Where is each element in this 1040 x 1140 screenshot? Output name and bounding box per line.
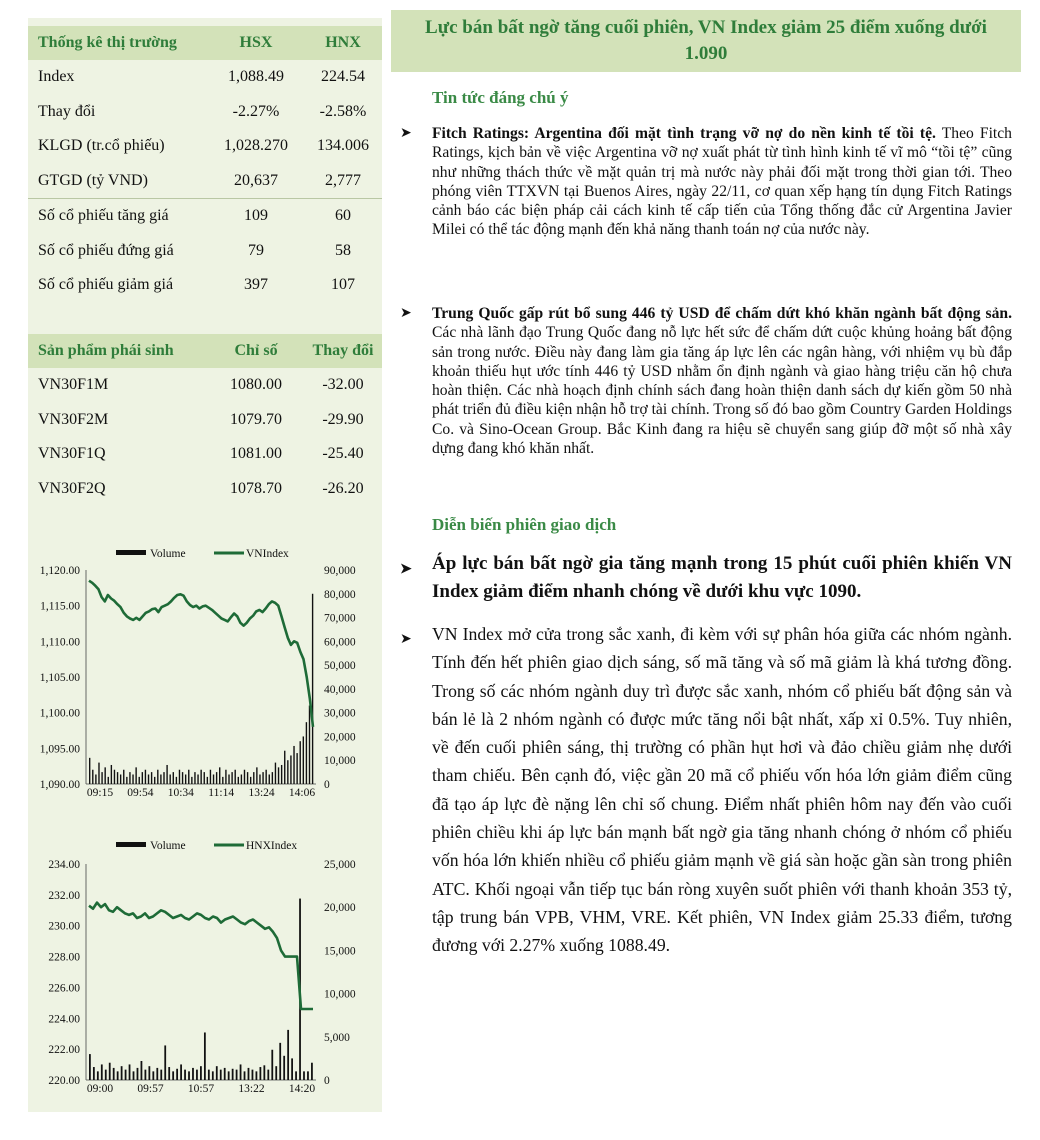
news-body: Các nhà lãnh đạo Trung Quốc đang nỗ lực hết sức để chấm dứt cuộc khủng hoảng bất động sản trong nước. Điều này đang làm gia tăng áp lực lên các ngân hàng, với nhiệm vụ bù đắp khoản thiếu hụt ước tính 446 tỷ USD nhằm ổn định ngành và giao hàng triệu căn hộ chưa hoàn thiện. Các nhà hoạch định chính sách đang hoàn thiện danh sách dự kiến gồm 50 nhà phát triển đủ điều kiện nhận hỗ trợ tài chính. Trong số đó bao gồm Country Garden Holdings Co. và Sino-Ocean Group. Bắc Kinh đang ra hiệu sẽ chuyển sang giúp đỡ một số nhà xây dựng đang khó khăn nhất.: [432, 324, 1012, 458]
hnx-value: 60: [335, 207, 351, 225]
volume-bar: [241, 774, 242, 784]
market-stats-header-hsx: HSX: [239, 34, 273, 51]
news-body: Theo Fitch Ratings, kịch bản về việc Argentina vỡ nợ xuất phát từ tình hình kinh tế vĩ mô “tồi tệ” cũng như những thách thức về mặt quản trị mà nước này phải đối mặt trong thời gian tới. Theo phóng viên TTXVN tại Buenos Aires, ngày 22/11, cơ quan xếp hạng tín dụng Fitch Ratings cảnh báo các biện pháp cải cách kinh tế cấp tiến của Tổng thống đắc cử Argentina Javier Milei có thể tác động mạnh đến khả năng thanh toán nợ của nước này.: [432, 125, 1012, 239]
derivatives-header-change: Thay đổi: [312, 342, 374, 359]
volume-bar: [154, 777, 155, 784]
volume-bar: [212, 1071, 214, 1080]
volume-bar: [247, 772, 248, 784]
volume-bar: [148, 774, 149, 784]
x-tick-label: 09:00: [86, 1083, 114, 1095]
volume-bar: [235, 770, 236, 784]
market-stats-header: [28, 26, 382, 60]
volume-bar: [101, 1064, 103, 1080]
volume-bar: [176, 777, 177, 784]
volume-bar: [240, 1064, 242, 1080]
x-tick-label: 13:24: [248, 787, 275, 798]
legend-index-label: VNIndex: [246, 548, 289, 560]
volume-bar: [176, 1069, 178, 1080]
y-right-tick-label: 40,000: [324, 683, 356, 696]
volume-bar: [163, 772, 164, 784]
news-section-title: Tin tức đáng chú ý: [432, 88, 569, 107]
y-left-tick-label: 1,105.00: [39, 672, 80, 684]
volume-bar: [129, 1064, 131, 1080]
y-right-tick-label: 60,000: [324, 636, 356, 649]
hnx-value: 107: [331, 276, 355, 294]
volume-bar: [168, 1067, 170, 1080]
session-headline: Áp lực bán bất ngờ gia tăng mạnh trong 15 phút cuối phiên khiến VN Index giảm điểm nhanh chóng về dưới khu vực 1090.: [432, 553, 1012, 602]
news-item-text: [432, 124, 1012, 240]
volume-bar: [228, 774, 229, 784]
volume-bar: [278, 767, 279, 784]
row-label: Thay đổi: [38, 102, 96, 120]
legend-volume-label: Volume: [150, 840, 186, 852]
y-right-tick-label: 90,000: [324, 565, 356, 577]
contract-change: -25.40: [322, 445, 364, 463]
volume-bar: [232, 1069, 234, 1080]
table-row: [28, 437, 382, 472]
contract-change: -26.20: [322, 479, 364, 497]
volume-bar: [309, 706, 310, 784]
volume-bar: [145, 1070, 147, 1080]
y-right-tick-label: 15,000: [324, 945, 356, 958]
volume-bar: [259, 774, 260, 784]
hnx-value: 224.54: [321, 68, 365, 86]
volume-bar: [117, 772, 118, 784]
hsx-value: 20,637: [234, 171, 278, 189]
contract-name: VN30F1Q: [38, 445, 106, 463]
vnindex-line: [89, 581, 313, 727]
volume-bar: [132, 774, 133, 784]
article-title: Lực bán bất ngờ tăng cuối phiên, VN Index giảm 25 điểm xuống dưới 1.090: [391, 10, 1021, 72]
volume-bar: [220, 1070, 222, 1080]
volume-bar: [145, 770, 146, 784]
volume-bar: [113, 1068, 115, 1080]
news-item: [400, 124, 1012, 240]
row-label: Số cổ phiếu đứng giá: [38, 241, 174, 259]
hnx-value: 134.006: [317, 137, 369, 155]
table-row: [28, 368, 382, 403]
volume-bar: [197, 774, 198, 784]
y-left-tick-label: 222.00: [48, 1044, 80, 1057]
volume-bar: [213, 774, 214, 784]
contract-name: VN30F1M: [38, 376, 109, 394]
hsx-value: 397: [244, 276, 268, 294]
volume-bar: [98, 763, 99, 784]
volume-bar: [133, 1071, 135, 1080]
table-row: [28, 234, 382, 269]
legend-volume-label: Volume: [150, 548, 186, 560]
volume-bar: [164, 1045, 166, 1080]
legend-volume-swatch: [116, 842, 146, 847]
volume-bar: [267, 1070, 269, 1080]
y-left-tick-label: 1,110.00: [40, 636, 80, 649]
volume-bar: [306, 722, 307, 784]
volume-bar: [89, 758, 90, 784]
volume-bar: [188, 1071, 190, 1080]
volume-bar: [208, 1070, 210, 1080]
x-tick-label: 14:06: [288, 787, 316, 798]
volume-bar: [296, 753, 297, 784]
y-left-tick-label: 1,115.00: [40, 600, 80, 613]
contract-price: 1078.70: [230, 479, 282, 497]
volume-bar: [185, 774, 186, 784]
y-left-tick-label: 1,095.00: [39, 743, 80, 756]
volume-bar: [184, 1070, 186, 1080]
volume-bar: [111, 765, 112, 784]
volume-bar: [93, 1067, 95, 1080]
volume-bar: [157, 770, 158, 784]
volume-bar: [141, 1061, 143, 1080]
volume-bar: [307, 1071, 309, 1080]
volume-bar: [265, 770, 266, 784]
contract-name: VN30F2Q: [38, 479, 106, 497]
volume-bar: [123, 770, 124, 784]
news-item: [400, 304, 1012, 458]
y-right-tick-label: 0: [324, 779, 330, 791]
row-label: KLGD (tr.cổ phiếu): [38, 137, 165, 155]
volume-bar: [281, 765, 282, 784]
y-left-tick-label: 1,100.00: [39, 707, 80, 720]
volume-bar: [222, 777, 223, 784]
y-right-tick-label: 50,000: [324, 660, 356, 673]
contract-change: -29.90: [322, 410, 364, 428]
volume-bar: [228, 1071, 230, 1080]
market-stats-header-hnx: HNX: [325, 34, 361, 51]
volume-bar: [160, 774, 161, 784]
volume-bar: [250, 777, 251, 784]
volume-bar: [139, 777, 140, 784]
volume-bar: [272, 772, 273, 784]
volume-bar: [196, 1070, 198, 1080]
table-row: [28, 60, 382, 95]
hnx-value: -2.58%: [319, 102, 367, 120]
arrow-bullet-icon: ➤: [400, 306, 412, 321]
volume-bar: [224, 1068, 226, 1080]
volume-bar: [182, 772, 183, 784]
volume-bar: [169, 774, 170, 784]
y-left-tick-label: 232.00: [48, 889, 80, 902]
row-label: GTGD (tỷ VND): [38, 171, 148, 189]
volume-bar: [216, 1066, 218, 1080]
volume-bar: [279, 1043, 281, 1080]
y-right-tick-label: 70,000: [324, 612, 356, 625]
volume-bar: [160, 1070, 162, 1080]
x-tick-label: 14:20: [288, 1083, 316, 1095]
y-left-tick-label: 1,120.00: [39, 565, 80, 577]
table-row: [28, 129, 382, 164]
volume-bar: [312, 594, 313, 784]
volume-bar: [126, 777, 127, 784]
derivatives-header-index: Chỉ số: [234, 342, 278, 359]
table-row: [28, 472, 382, 507]
volume-bar: [180, 1064, 182, 1080]
volume-bar: [263, 1065, 265, 1080]
hnxindex-chart: [28, 816, 382, 1096]
arrow-bullet-icon: ➤: [400, 562, 412, 577]
volume-bar: [252, 1070, 254, 1080]
x-tick-label: 13:22: [238, 1083, 265, 1095]
volume-bar: [256, 767, 257, 784]
volume-bar: [191, 777, 192, 784]
volume-bar: [236, 1070, 238, 1080]
volume-bar: [271, 1050, 273, 1080]
hsx-value: 109: [244, 207, 268, 225]
volume-bar: [114, 770, 115, 784]
volume-bar: [120, 774, 121, 784]
vnindex-chart-svg: [28, 540, 382, 798]
row-label: Index: [38, 68, 75, 86]
volume-bar: [259, 1067, 261, 1080]
volume-bar: [117, 1071, 119, 1080]
volume-bar: [248, 1068, 250, 1080]
table-row: [28, 268, 382, 303]
y-left-tick-label: 234.00: [48, 859, 80, 871]
x-tick-label: 10:57: [187, 1083, 215, 1095]
volume-bar: [262, 772, 263, 784]
volume-bar: [156, 1068, 158, 1080]
volume-bar: [135, 767, 136, 784]
legend-volume-swatch: [116, 550, 146, 555]
market-stats-table: [28, 26, 382, 303]
volume-bar: [287, 1030, 289, 1080]
row-label: Số cổ phiếu tăng giá: [38, 207, 169, 225]
contract-price: 1080.00: [230, 376, 282, 394]
hsx-value: -2.27%: [232, 102, 280, 120]
volume-bar: [97, 1071, 99, 1080]
y-right-tick-label: 10,000: [324, 988, 356, 1001]
market-stats-header-label: Thống kê thị trường: [38, 34, 177, 51]
volume-bar: [148, 1066, 150, 1080]
y-left-tick-label: 220.00: [48, 1075, 80, 1087]
arrow-bullet-icon: ➤: [400, 632, 412, 647]
volume-bar: [172, 1071, 174, 1080]
volume-bar: [216, 772, 217, 784]
x-tick-label: 10:34: [167, 787, 194, 798]
table-row: [28, 403, 382, 438]
derivatives-header-label: Sản phẩm phái sinh: [38, 342, 174, 359]
volume-bar: [194, 772, 195, 784]
vnindex-chart: [28, 540, 382, 798]
volume-bar: [173, 772, 174, 784]
session-body: VN Index mở cửa trong sắc xanh, đi kèm với sự phân hóa giữa các nhóm ngành. Tính đến hết phiên giao dịch sáng, số mã tăng và số mã giảm là khá tương đồng. Trong số các nhóm ngành duy trì được sắc xanh, nhóm cổ phiếu bất động sản và bán lẻ là 2 nhóm ngành có được mức tăng nổi bật nhất, xấp xỉ 0.5%. Tuy nhiên, về đến cuối phiên sáng, thị trường có phần hụt hơi và đảo chiều giảm nhẹ dưới tham chiếu. Bên cạnh đó, việc gần 20 mã cổ phiếu vốn hóa lớn giảm điểm cũng đã tạo áp lực đè nặng lên chỉ số chung. Điểm nhất phiên hôm nay đến vào cuối phiên chiều khi áp lực bán mạnh bất ngờ gia tăng nhanh chóng ở nhóm cổ phiếu vốn hóa lớn khiến nhiều cổ phiếu giảm mạnh về giá sàn hoặc gần sàn trong phiên ATC. Khối ngoại vẫn tiếp tục bán ròng xuyên suốt phiên với thanh khoản 353 tỷ, tập trung bán VPB, VHM, VRE. Kết phiên, VN Index giảm 25.33 điểm, tương đương với 2.27% xuống 1088.49.: [432, 624, 1012, 956]
volume-bar: [129, 772, 130, 784]
hsx-value: 1,028.270: [224, 137, 288, 155]
session-headline-item: [400, 550, 1012, 606]
contract-price: 1081.00: [230, 445, 282, 463]
table-row: [28, 95, 382, 130]
x-tick-label: 09:57: [137, 1083, 164, 1095]
y-right-tick-label: 0: [324, 1075, 330, 1087]
volume-bar: [303, 1071, 305, 1080]
derivatives-header: [28, 334, 382, 368]
volume-bar: [284, 751, 285, 784]
hnx-value: 2,777: [325, 171, 361, 189]
volume-bar: [293, 746, 294, 784]
volume-bar: [287, 760, 288, 784]
session-section-title: Diễn biến phiên giao dịch: [432, 515, 617, 534]
contract-price: 1079.70: [230, 410, 282, 428]
volume-bar: [231, 772, 232, 784]
volume-bar: [104, 767, 105, 784]
volume-bar: [179, 770, 180, 784]
volume-bar: [92, 770, 93, 784]
volume-bar: [219, 767, 220, 784]
volume-bar: [283, 1056, 285, 1080]
volume-bar: [166, 765, 167, 784]
news-headline: Fitch Ratings: Argentina đối mặt tình trạng vỡ nợ do nền kinh tế tồi tệ.: [432, 125, 936, 142]
volume-bar: [275, 1066, 277, 1080]
volume-bar: [200, 770, 201, 784]
volume-bar: [311, 1063, 313, 1080]
arrow-bullet-icon: ➤: [400, 126, 412, 141]
volume-bar: [95, 774, 96, 784]
x-tick-label: 09:15: [86, 787, 114, 798]
y-left-tick-label: 1,090.00: [39, 779, 80, 791]
table-row: [28, 198, 382, 234]
volume-bar: [142, 772, 143, 784]
y-right-tick-label: 80,000: [324, 588, 356, 601]
volume-bar: [225, 770, 226, 784]
volume-bar: [192, 1068, 194, 1080]
y-left-tick-label: 228.00: [48, 951, 80, 964]
volume-bar: [207, 777, 208, 784]
volume-bar: [188, 770, 189, 784]
volume-bar: [109, 1063, 111, 1080]
hsx-value: 79: [248, 241, 264, 259]
volume-bar: [151, 772, 152, 784]
row-label: Số cổ phiếu giảm giá: [38, 276, 174, 294]
volume-bar: [105, 1070, 107, 1080]
y-right-tick-label: 10,000: [324, 755, 356, 768]
volume-bar: [89, 1054, 91, 1080]
volume-bar: [244, 770, 245, 784]
y-right-tick-label: 5,000: [324, 1031, 350, 1044]
legend-index-label: HNXIndex: [246, 840, 298, 852]
volume-bar: [121, 1066, 123, 1080]
y-left-tick-label: 224.00: [48, 1013, 80, 1026]
volume-bar: [238, 777, 239, 784]
hsx-value: 1,088.49: [228, 68, 284, 86]
volume-bar: [253, 772, 254, 784]
volume-bar: [275, 763, 276, 784]
volume-bar: [244, 1071, 246, 1080]
volume-bar: [291, 1058, 293, 1080]
hnx-value: 58: [335, 241, 351, 259]
volume-bar: [125, 1070, 127, 1080]
contract-name: VN30F2M: [38, 410, 109, 428]
volume-bar: [256, 1071, 258, 1080]
volume-bar: [152, 1071, 154, 1080]
volume-bar: [204, 1032, 206, 1080]
volume-bar: [108, 777, 109, 784]
y-right-tick-label: 20,000: [324, 731, 356, 744]
volume-bar: [200, 1066, 202, 1080]
volume-bar: [137, 1068, 139, 1080]
y-right-tick-label: 30,000: [324, 707, 356, 720]
y-left-tick-label: 226.00: [48, 982, 80, 995]
y-right-tick-label: 20,000: [324, 902, 356, 915]
volume-bar: [300, 741, 301, 784]
contract-change: -32.00: [322, 376, 364, 394]
volume-bar: [303, 736, 304, 784]
volume-bar: [269, 774, 270, 784]
volume-bar: [290, 755, 291, 784]
x-tick-label: 11:14: [208, 787, 235, 798]
table-row: [28, 164, 382, 199]
hnxindex-chart-svg: [28, 816, 382, 1096]
y-right-tick-label: 25,000: [324, 859, 356, 871]
news-headline: Trung Quốc gấp rút bổ sung 446 tỷ USD để chấm dứt khó khăn ngành bất động sản.: [432, 305, 1012, 322]
volume-bar: [295, 1071, 297, 1080]
news-item-text: [432, 304, 1012, 458]
hnxindex-line: [89, 903, 313, 1009]
volume-bar: [101, 772, 102, 784]
volume-bar: [204, 772, 205, 784]
market-sidebar: [28, 18, 382, 1112]
derivatives-table: [28, 334, 382, 506]
x-tick-label: 09:54: [127, 787, 154, 798]
y-left-tick-label: 230.00: [48, 920, 80, 933]
volume-bar: [210, 770, 211, 784]
session-body-item: [400, 620, 1012, 960]
